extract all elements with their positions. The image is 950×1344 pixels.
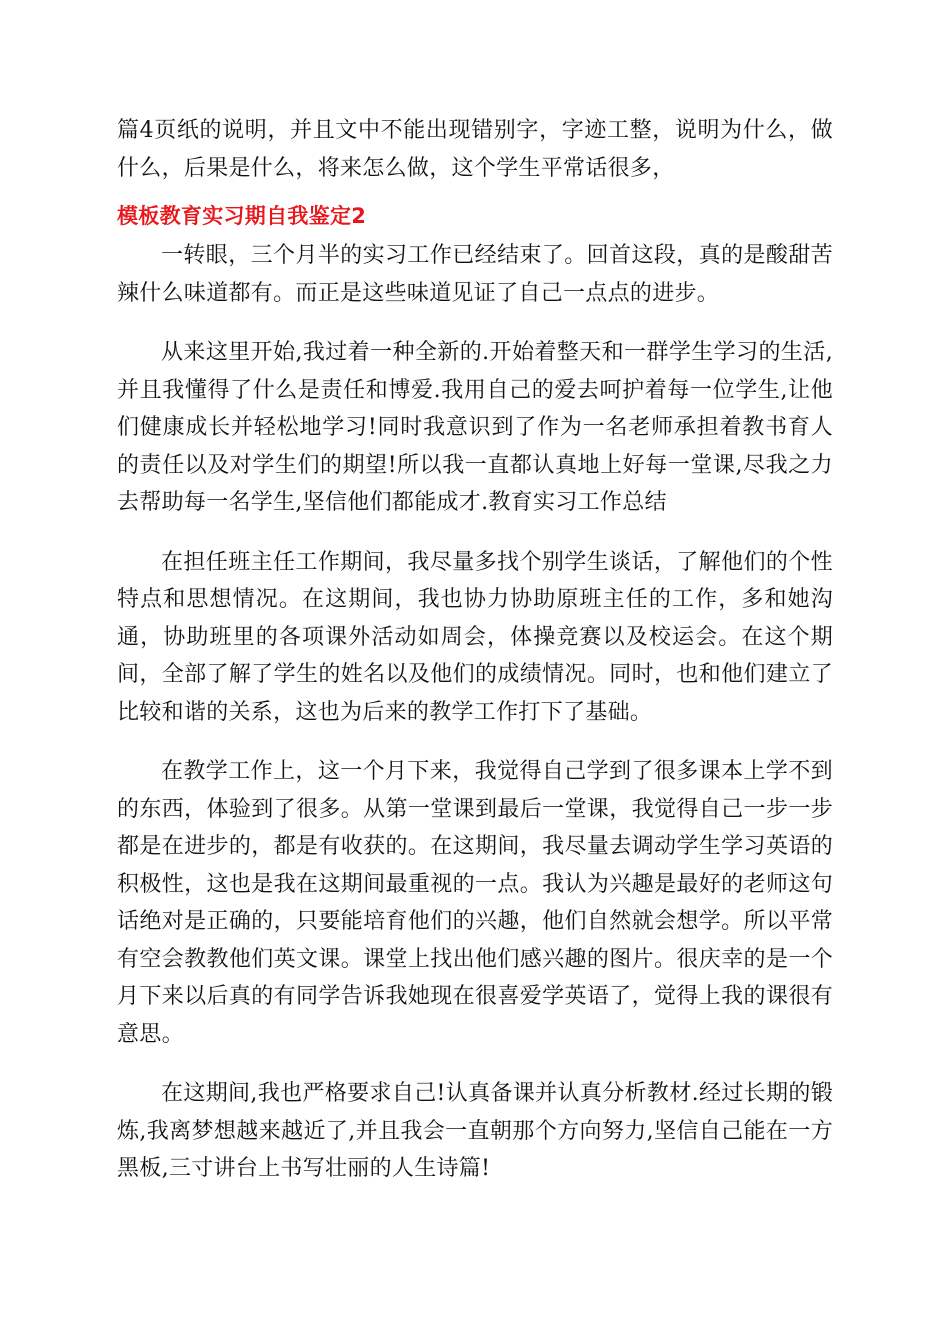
body-paragraph-3: 在担任班主任工作期间，我尽量多找个别学生谈话，了解他们的个性特点和思想情况。在这期间，我也协力协助原班主任的工作，多和她沟通，协助班里的各项课外活动如周会，体操竞赛以及校运会。在这个期间，全部了解了学生的姓名以及他们的成绩情况。同时，也和他们建立了比较和谐的关系，这也为后来的教学工作打下了基础。 bbox=[117, 549, 833, 725]
continuation-paragraph: 篇4页纸的说明，并且文中不能出现错别字，字迹工整，说明为什么，做什么，后果是什么，将来怎么做，这个学生平常话很多， bbox=[117, 118, 833, 181]
document-body bbox=[117, 112, 833, 1210]
body-paragraph-5: 在这期间,我也严格要求自己!认真备课并认真分析教材.经过长期的锻炼,我离梦想越来越近了,并且我会一直朝那个方向努力,坚信自己能在一方黑板,三寸讲台上书写壮丽的人生诗篇! bbox=[117, 1081, 833, 1181]
section-title: 模板教育实习期自我鉴定2 bbox=[117, 204, 367, 228]
body-paragraph-4: 在教学工作上，这一个月下来，我觉得自己学到了很多课本上学不到的东西，体验到了很多。从第一堂课到最后一堂课，我觉得自己一步一步都是在进步的，都是有收获的。在这期间，我尽量去调动学生学习英语的积极性，这也是我在这期间最重视的一点。我认为兴趣是最好的老师这句话绝对是正确的，只要能培育他们的兴趣，他们自然就会想学。所以平常有空会教教他们英文课。课堂上找出他们感兴趣的图片。很庆幸的是一个月下来以后真的有同学告诉我她现在很喜爱学英语了，觉得上我的课很有意思。 bbox=[117, 759, 833, 1047]
body-paragraph-2: 从来这里开始,我过着一种全新的.开始着整天和一群学生学习的生活,并且我懂得了什么是责任和博爱.我用自己的爱去呵护着每一位学生,让他们健康成长并轻松地学习!同时我意识到了作为一名老师承担着教书育人的责任以及对学生们的期望!所以我一直都认真地上好每一堂课,尽我之力去帮助每一名学生,坚信他们都能成才.教育实习工作总结 bbox=[117, 340, 833, 515]
body-paragraph-1: 一转眼，三个月半的实习工作已经结束了。回首这段，真的是酸甜苦辣什么味道都有。而正是这些味道见证了自己一点点的进步。 bbox=[117, 243, 833, 306]
